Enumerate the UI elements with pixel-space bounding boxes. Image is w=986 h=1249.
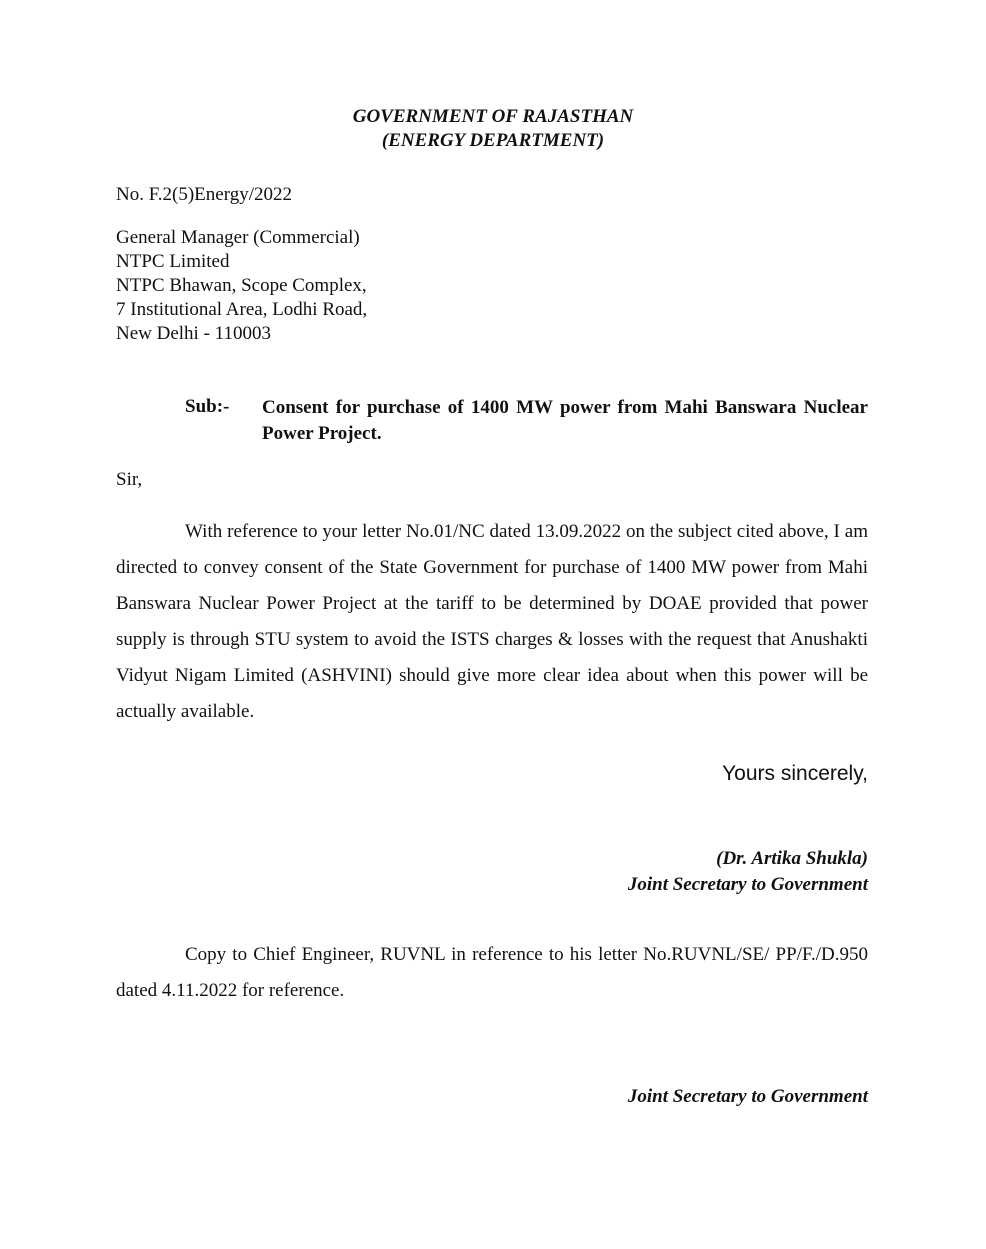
addressee-line: NTPC Limited xyxy=(116,251,230,272)
reference-number: No. F.2(5)Energy/2022 xyxy=(116,184,292,205)
subject-label: Sub:- xyxy=(185,396,230,417)
header-department: (ENERGY DEPARTMENT) xyxy=(381,130,605,151)
salutation: Sir, xyxy=(116,469,143,490)
addressee-block xyxy=(116,226,367,346)
addressee-line: New Delhi - 110003 xyxy=(116,323,271,344)
addressee-line: NTPC Bhawan, Scope Complex, xyxy=(116,275,367,296)
body-paragraph: With reference to your letter No.01/NC dated 13.09.2022 on the subject cited above, I am directed to convey consent of the State Government for purchase of 1400 MW power from Mahi Banswara Nuclear Power Project at the tariff to be determined by DOAE provided that power supply is through STU system to avoid the ISTS charges & losses with the request that Anushakti Vidyut Nigam Limited (ASHVINI) should give more clear idea about when this power will be actually available. xyxy=(116,521,868,722)
signatory-name: (Dr. Artika Shukla) xyxy=(716,848,868,869)
subject-text: Consent for purchase of 1400 MW power from Mahi Banswara Nuclear Power Project. xyxy=(262,397,868,444)
signatory-designation: Joint Secretary to Government xyxy=(627,874,868,895)
addressee-line: 7 Institutional Area, Lodhi Road, xyxy=(116,299,368,320)
footer-designation: Joint Secretary to Government xyxy=(627,1086,868,1107)
copy-to-paragraph: Copy to Chief Engineer, RUVNL in reference to his letter No.RUVNL/SE/ PP/F./D.950 dated 4.11.2022 for reference. xyxy=(116,944,868,1001)
addressee-line: General Manager (Commercial) xyxy=(116,227,360,248)
header-government: GOVERNMENT OF RAJASTHAN xyxy=(352,106,634,127)
closing-phrase: Yours sincerely, xyxy=(722,762,868,785)
